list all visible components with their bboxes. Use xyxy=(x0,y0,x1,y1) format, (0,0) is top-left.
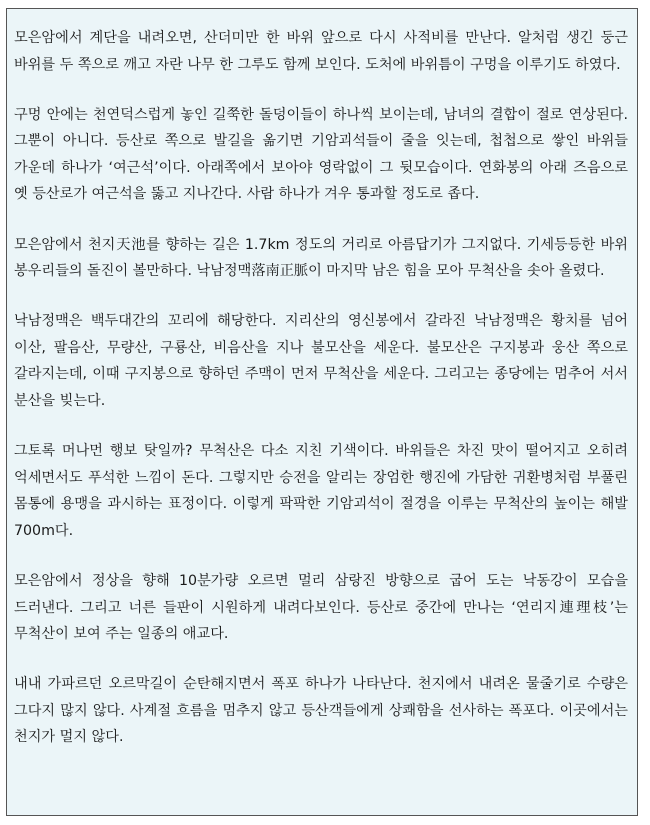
paragraph-6: 모은암에서 정상을 향해 10분가량 오르면 멀리 삼랑진 방향으로 굽어 도는 낙동강이 모습을 드러낸다. 그리고 너른 들판이 시원하게 내려다보인다. 등산로 중간에 만나는 ‘연리지連理枝’는 무척산이 보여 주는 일종의 애교다. xyxy=(14,573,628,643)
paragraph-1: 모은암에서 계단을 내려오면, 산더미만 한 바위 앞으로 다시 사적비를 만난다. 알처럼 생긴 둥근 바위를 두 쪽으로 깨고 자란 나무 한 그루도 함께 보인다. 도처에 바위틈이 구멍을 이루기도 하였다. xyxy=(14,30,628,73)
paragraph-2: 구멍 안에는 천연덕스럽게 놓인 길쭉한 돌덩이들이 하나씩 보이는데, 남녀의 결합이 절로 연상된다. 그뿐이 아니다. 등산로 쪽으로 발길을 옮기면 기암괴석들이 줄을 잇는데, 첩첩으로 쌓인 바위들 가운데 하나가 ‘여근석’이다. 아래쪽에서 보아야 영락없이 그 뒷모습이다. 연화봉의 아래 즈음으로 옛 등산로가 여근석을 뚫고 지나간다. 사람 하나가 겨우 통과할 정도로 좁다. xyxy=(14,106,628,203)
text-panel xyxy=(6,8,638,816)
paragraph-7: 내내 가파르던 오르막길이 순탄해지면서 폭포 하나가 나타난다. 천지에서 내려온 물줄기로 수량은 그다지 많지 않다. 사계절 흐름을 멈추지 않고 등산객들에게 상쾌함을 선사하는 폭포다. 이곳에서는 천지가 멀지 않다. xyxy=(14,676,628,746)
paragraph-5: 그토록 머나먼 행보 탓일까? 무척산은 다소 지친 기색이다. 바위들은 차진 맛이 떨어지고 오히려 억세면서도 푸석한 느낌이 돈다. 그렇지만 승전을 알리는 장엄한 행진에 가담한 귀환병처럼 부풀린 몸통에 용맹을 과시하는 표정이다. 이렇게 팍팍한 기암괴석이 절경을 이루는 무척산의 높이는 해발 700m다. xyxy=(14,443,628,539)
paragraph-4: 낙남정맥은 백두대간의 꼬리에 해당한다. 지리산의 영신봉에서 갈라진 낙남정맥은 황치를 넘어 이산, 팔음산, 무량산, 구룡산, 비음산을 지나 불모산을 세운다. 불모산은 구지봉과 웅산 쪽으로 갈라지는데, 이때 구지봉으로 향하던 주맥이 먼저 무척산을 세운다. 그리고는 종당에는 멈추어 서서 분산을 빚는다. xyxy=(14,313,628,410)
paragraph-3: 모은암에서 천지天池를 향하는 길은 1.7km 정도의 거리로 아름답기가 그지없다. 기세등등한 바위 봉우리들의 돌진이 볼만하다. 낙남정맥落南正脈이 마지막 남은 힘을 모아 무척산을 솟아 올렸다. xyxy=(14,236,628,280)
